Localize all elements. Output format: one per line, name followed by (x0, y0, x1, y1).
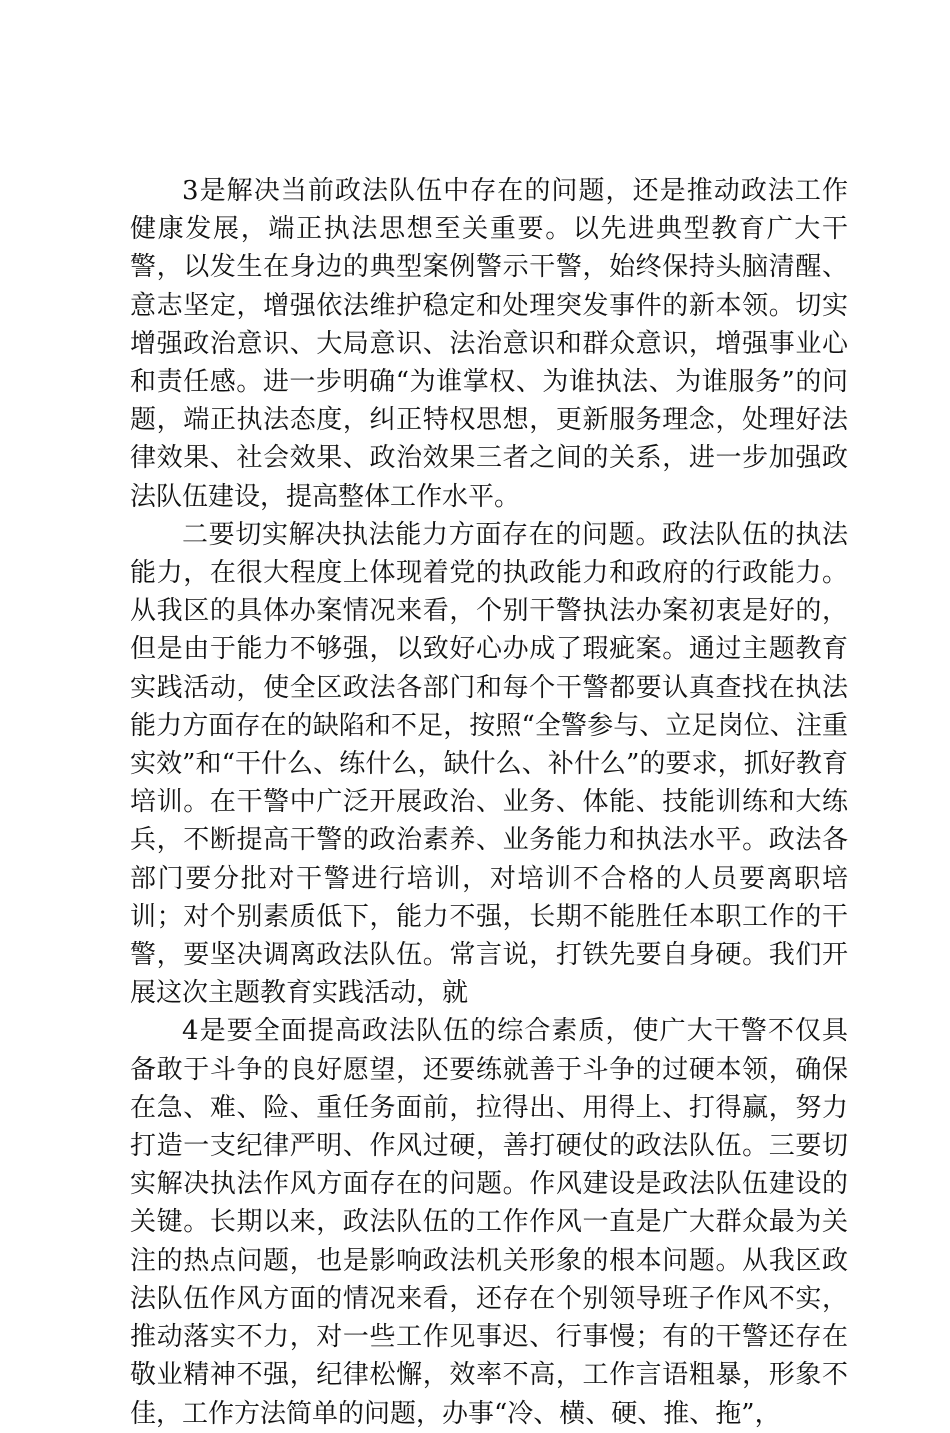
paragraph-1: 3是解决当前政法队伍中存在的问题，还是推动政法工作健康发展，端正执法思想至关重要。以先进典型教育广大干警，以发生在身边的典型案例警示干警，始终保持头脑清醒、意志坚定，增强依法维护稳定和处理突发事件的新本领。切实增强政治意识、大局意识、法治意识和群众意识，增强事业心和责任感。进一步明确“为谁掌权、为谁执法、为谁服务”的问题，端正执法态度，纠正特权思想，更新服务理念，处理好法律效果、社会效果、政治效果三者之间的关系，进一步加强政法队伍建设，提高整体工作水平。 (130, 176, 848, 512)
body-text (130, 172, 848, 1433)
paragraph-3: 4是要全面提高政法队伍的综合素质，使广大干警不仅具备敢于斗争的良好愿望，还要练就善于斗争的过硬本领，确保在急、难、险、重任务面前，拉得出、用得上、打得赢，努力打造一支纪律严明、作风过硬，善打硬仗的政法队伍。三要切实解决执法作风方面存在的问题。作风建设是政法队伍建设的关键。长期以来，政法队伍的工作作风一直是广大群众最为关注的热点问题，也是影响政法机关形象的根本问题。从我区政法队伍作风方面的情况来看，还存在个别领导班子作风不实，推动落实不力，对一些工作见事迟、行事慢；有的干警还存在敬业精神不强，纪律松懈，效率不高，工作言语粗暴，形象不佳，工作方法简单的问题，办事“冷、横、硬、推、拖”， (130, 1016, 848, 1429)
paragraph-2: 二要切实解决执法能力方面存在的问题。政法队伍的执法能力，在很大程度上体现着党的执政能力和政府的行政能力。从我区的具体办案情况来看，个别干警执法办案初衷是好的，但是由于能力不够强，以致好心办成了瑕疵案。通过主题教育实践活动，使全区政法各部门和每个干警都要认真查找在执法能力方面存在的缺陷和不足，按照“全警参与、立足岗位、注重实效”和“干什么、练什么，缺什么、补什么”的要求，抓好教育培训。在干警中广泛开展政治、业务、体能、技能训练和大练兵，不断提高干警的政治素养、业务能力和执法水平。政法各部门要分批对干警进行培训，对培训不合格的人员要离职培训；对个别素质低下，能力不强，长期不能胜任本职工作的干警，要坚决调离政法队伍。常言说，打铁先要自身硬。我们开展这次主题教育实践活动，就 (130, 519, 848, 1009)
